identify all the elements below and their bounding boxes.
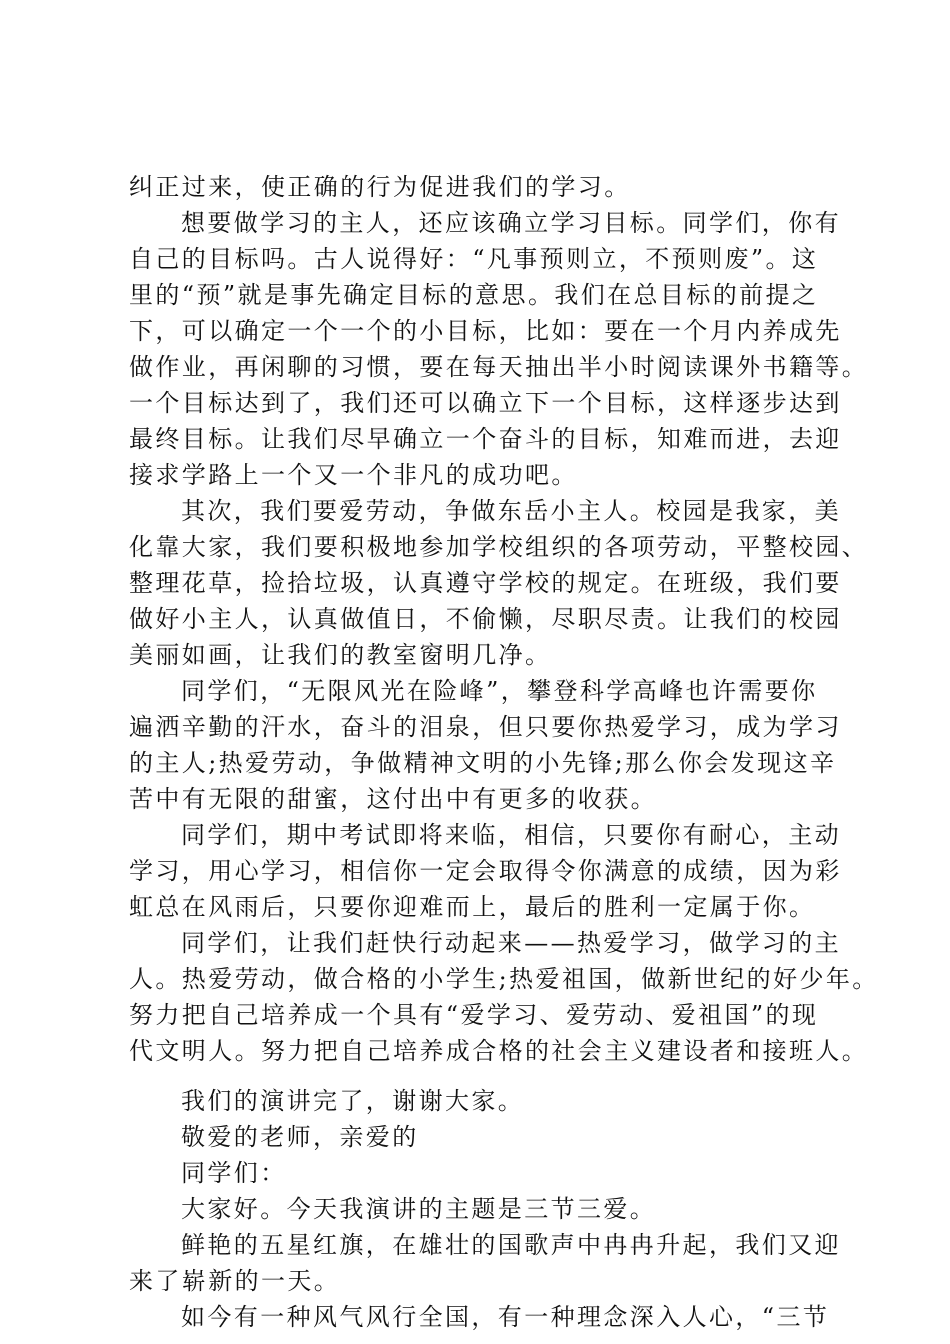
text-line: 同学们，让我们赶快行动起来——热爱学习，做学习的主 xyxy=(181,929,841,957)
text-line: 里的“预”就是事先确定目标的意思。我们在总目标的前提之 xyxy=(129,281,819,309)
text-line: 敬爱的老师，亲爱的 xyxy=(181,1123,419,1151)
text-line: 大家好。今天我演讲的主题是三节三爱。 xyxy=(181,1195,657,1223)
text-line: 同学们，“无限风光在险峰”，攀登科学高峰也许需要你 xyxy=(181,677,818,705)
text-line: 遍洒辛勤的汗水，奋斗的泪泉，但只要你热爱学习，成为学习 xyxy=(129,713,842,741)
text-line: 同学们： xyxy=(181,1159,287,1187)
text-line: 纠正过来，使正确的行为促进我们的学习。 xyxy=(129,173,631,201)
text-line: 代文明人。努力把自己培养成合格的社会主义建设者和接班人。 xyxy=(129,1037,869,1065)
text-line: 人。热爱劳动，做合格的小学生;热爱祖国，做新世纪的好少年。 xyxy=(129,965,879,993)
text-line: 我们的演讲完了，谢谢大家。 xyxy=(181,1087,525,1115)
text-line: 来了崭新的一天。 xyxy=(129,1267,341,1295)
text-line: 学习，用心学习，相信你一定会取得令你满意的成绩，因为彩 xyxy=(129,857,842,885)
text-line: 虹总在风雨后，只要你迎难而上，最后的胜利一定属于你。 xyxy=(129,893,816,921)
text-line: 如今有一种风气风行全国，有一种理念深入人心，“三节 xyxy=(181,1303,830,1331)
text-line: 做好小主人，认真做值日，不偷懒，尽职尽责。让我们的校园 xyxy=(129,605,842,633)
text-line: 下，可以确定一个一个的小目标，比如：要在一个月内养成先 xyxy=(129,317,842,345)
text-line: 其次，我们要爱劳动，争做东岳小主人。校园是我家，美 xyxy=(181,497,841,525)
text-line: 做作业，再闲聊的习惯，要在每天抽出半小时阅读课外书籍等。 xyxy=(129,353,869,381)
text-line: 一个目标达到了，我们还可以确立下一个目标，这样逐步达到 xyxy=(129,389,842,417)
text-line: 想要做学习的主人，还应该确立学习目标。同学们，你有 xyxy=(181,209,841,237)
text-line: 化靠大家，我们要积极地参加学校组织的各项劳动，平整校园、 xyxy=(129,533,869,561)
text-line: 鲜艳的五星红旗，在雄壮的国歌声中冉冉升起，我们又迎 xyxy=(181,1231,841,1259)
text-line: 同学们，期中考试即将来临，相信，只要你有耐心，主动 xyxy=(181,821,841,849)
text-line: 苦中有无限的甜蜜，这付出中有更多的收获。 xyxy=(129,785,657,813)
text-line: 最终目标。让我们尽早确立一个奋斗的目标，知难而进，去迎 xyxy=(129,425,842,453)
text-line: 整理花草，捡拾垃圾，认真遵守学校的规定。在班级，我们要 xyxy=(129,569,842,597)
text-line: 的主人;热爱劳动，争做精神文明的小先锋;那么你会发现这辛 xyxy=(129,749,837,777)
text-line: 美丽如画，让我们的教室窗明几净。 xyxy=(129,641,552,669)
text-line: 努力把自己培养成一个具有“爱学习、爱劳动、爱祖国”的现 xyxy=(129,1001,819,1029)
text-line: 接求学路上一个又一个非凡的成功吧。 xyxy=(129,461,578,489)
text-line: 自己的目标吗。古人说得好：“凡事预则立，不预则废”。这 xyxy=(129,245,819,273)
